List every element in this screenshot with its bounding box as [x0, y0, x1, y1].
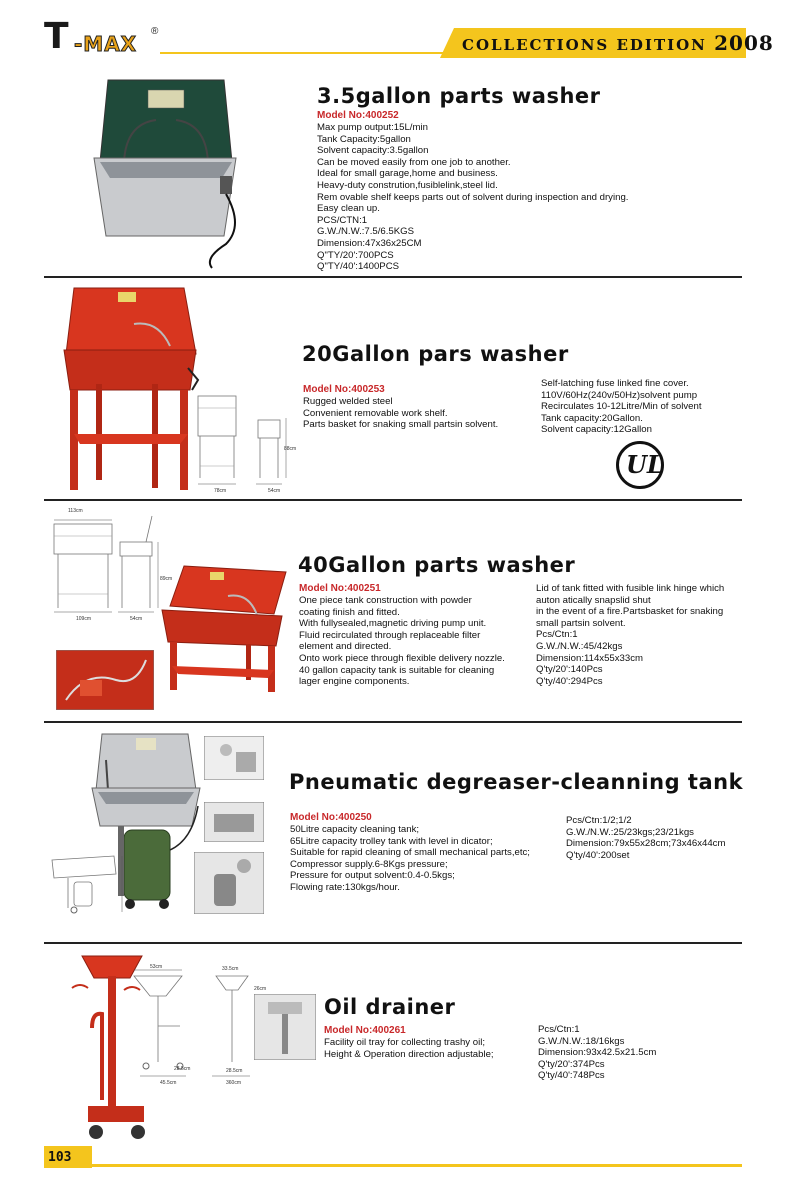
edition-banner-text	[462, 31, 774, 55]
detail-inset-image	[56, 650, 154, 710]
product-specs-left	[299, 583, 505, 688]
dimension-label: 33.5cm	[222, 966, 239, 972]
model-number: Model No:400251	[299, 583, 381, 594]
registered-mark: ®	[151, 26, 159, 37]
spec-line: Compressor supply.6-8Kgs pressure;	[290, 858, 448, 870]
spec-line: Max pump output:15L/min	[317, 122, 428, 133]
product-specs-left	[303, 384, 498, 431]
spec-line: 40 gallon capacity tank is suitable for cleaning	[299, 664, 495, 676]
product-title: Oil drainer	[324, 995, 456, 1019]
spec-line: Heavy-duty constrution,fusiblelink,steel lid.	[317, 179, 498, 191]
product-specs-left	[324, 1025, 494, 1060]
spec-line: Dimension:93x42.5x21.5cm	[538, 1047, 657, 1059]
product-title: 3.5gallon parts washer	[317, 84, 601, 108]
spec-line: Recirculates 10-12Litre/Min of solvent	[541, 401, 702, 413]
usage-inset-image	[204, 736, 264, 780]
spec-line: Parts basket for snaking small partsin solvent.	[303, 419, 499, 431]
parts-washer-20-image	[60, 284, 208, 496]
dimension-label: 109cm	[76, 616, 92, 622]
spec-line: Easy clean up.	[317, 203, 380, 215]
dimension-label: 88cm	[284, 446, 297, 452]
dimension-label: 28.5cm	[174, 1066, 191, 1072]
dimension-label: 45.5cm	[160, 1080, 177, 1086]
spec-line: Facility oil tray for collecting trashy oil;	[324, 1037, 486, 1048]
spec-line: G.W./N.W.:25/23kgs;23/21kgs	[566, 826, 694, 838]
header-rule	[160, 52, 446, 54]
spec-line: Pcs/Ctn:1	[538, 1024, 580, 1035]
spec-line: Q'ty/20':374Pcs	[538, 1058, 605, 1070]
edition-year: 2008	[714, 31, 774, 55]
spec-line: Pcs/Ctn:1	[536, 629, 578, 641]
ul-mark: UL	[626, 450, 664, 479]
spec-line: element and directed.	[299, 641, 392, 653]
footer-rule	[92, 1164, 742, 1167]
section-divider	[44, 276, 742, 278]
spec-line: Self-latching fuse linked fine cover.	[541, 378, 689, 389]
ul-certification-logo	[616, 441, 664, 489]
edition-label: COLLECTIONS EDITION	[462, 36, 707, 54]
spec-line: Flowing rate:130kgs/hour.	[290, 881, 400, 893]
spec-line: With fullysealed,magnetic driving pump unit.	[299, 618, 487, 630]
model-number: Model No:400261	[324, 1025, 406, 1036]
brand-logo-t: T	[44, 16, 67, 57]
product-specs-right	[566, 815, 725, 861]
dimension-label: 26cm	[254, 986, 267, 992]
spec-line: Onto work piece through flexible delivery nozzle.	[299, 652, 505, 664]
spec-line: Tank capacity:20Gallon.	[541, 412, 643, 424]
product-title: Pneumatic degreaser-cleanning tank	[289, 770, 744, 794]
parts-washer-40-image	[158, 562, 290, 694]
spec-line: Convenient removable work shelf.	[303, 407, 448, 419]
section-divider	[44, 942, 742, 944]
usage-inset-image	[254, 994, 316, 1060]
spec-line: Fluid recirculated through replaceable filter	[299, 629, 481, 641]
spec-line: Q'ty/40':748Pcs	[538, 1070, 605, 1082]
product-specs-left	[290, 812, 530, 894]
model-number: Model No:400252	[317, 110, 399, 121]
spec-line: One piece tank construction with powder	[299, 595, 472, 606]
spec-line: 65Litre capacity trolley tank with level in dicator;	[290, 835, 493, 847]
dimension-label: 113cm	[68, 508, 83, 514]
product-specs-right	[538, 1024, 656, 1082]
spec-line: G.W./N.W.:18/16kgs	[538, 1035, 625, 1047]
product-title: 40Gallon parts washer	[298, 553, 576, 577]
spec-line: Q'ty/20':140Pcs	[536, 664, 603, 676]
spec-line: auton atically snapslid shut	[536, 594, 651, 606]
spec-line: coating finish and fitted.	[299, 606, 400, 618]
dimension-label: 54cm	[130, 616, 143, 622]
product-specs	[317, 110, 628, 273]
spec-line: Height & Operation direction adjustable;	[324, 1048, 494, 1060]
spec-line: Q"TY/20':700PCS	[317, 249, 394, 261]
usage-inset-image	[204, 802, 264, 842]
spec-line: Q'ty/40':200set	[566, 849, 630, 861]
dimension-label: 89cm	[160, 576, 173, 582]
spec-line: Dimension:47x36x25CM	[317, 237, 422, 249]
usage-inset-image	[194, 852, 264, 914]
model-number: Model No:400253	[303, 384, 385, 395]
brand-logo	[44, 14, 162, 56]
spec-line: in the event of a fire.Partsbasket for snaking	[536, 606, 724, 618]
model-number: Model No:400250	[290, 812, 372, 823]
page-number: 103	[48, 1150, 72, 1165]
dimension-label: 54cm	[268, 488, 281, 494]
dimension-label: 360cm	[226, 1080, 242, 1086]
section-divider	[44, 721, 742, 723]
dimension-label: 78cm	[214, 488, 227, 494]
spec-line: lager engine components.	[299, 676, 410, 688]
dimension-drawing	[194, 388, 290, 496]
dimension-label: 53cm	[150, 964, 163, 970]
brand-logo-max: -MAX	[74, 32, 138, 56]
spec-line: small partsin solvent.	[536, 617, 626, 629]
dimension-label: 28.5cm	[226, 1068, 243, 1074]
spec-line: Q'ty/40':294Pcs	[536, 675, 603, 687]
parts-washer-3-5-image	[86, 76, 246, 272]
product-specs-right	[541, 378, 702, 436]
dimension-drawing	[48, 512, 164, 624]
spec-line: Tank Capacity:5gallon	[317, 133, 411, 145]
dimension-drawing	[130, 966, 252, 1084]
spec-line: Pressure for output solvent:0.4-0.5kgs;	[290, 870, 455, 882]
spec-line: PCS/CTN:1	[317, 214, 368, 226]
spec-line: G.W./N.W.:7.5/6.5KGS	[317, 226, 415, 238]
spec-line: 110V/60Hz(240v/50Hz)solvent pump	[541, 389, 698, 401]
spec-line: Pcs/Ctn:1/2;1/2	[566, 815, 632, 826]
spec-line: Rugged welded steel	[303, 396, 393, 407]
spec-line: Can be moved easily from one job to another.	[317, 156, 511, 168]
dimension-drawing	[44, 852, 128, 916]
spec-line: Ideal for small garage,home and business.	[317, 168, 498, 180]
spec-line: Dimension:114x55x33cm	[536, 652, 644, 664]
spec-line: Solvent capacity:3.5gallon	[317, 145, 429, 157]
spec-line: Lid of tank fitted with fusible link hinge which	[536, 583, 725, 594]
product-title: 20Gallon pars washer	[302, 342, 569, 366]
page-number-badge	[44, 1146, 92, 1168]
spec-line: Suitable for rapid cleaning of small mechanical parts,etc;	[290, 847, 530, 859]
spec-line: Rem ovable shelf keeps parts out of solvent during inspection and drying.	[317, 191, 629, 203]
spec-line: Dimension:79x55x28cm;73x46x44cm	[566, 838, 726, 850]
product-specs-right	[536, 583, 724, 687]
spec-line: 50Litre capacity cleaning tank;	[290, 824, 420, 835]
spec-line: G.W./N.W.:45/42kgs	[536, 640, 623, 652]
spec-line: Solvent capacity:12Gallon	[541, 424, 652, 436]
section-divider	[44, 499, 742, 501]
spec-line: Q"TY/40':1400PCS	[317, 261, 400, 273]
